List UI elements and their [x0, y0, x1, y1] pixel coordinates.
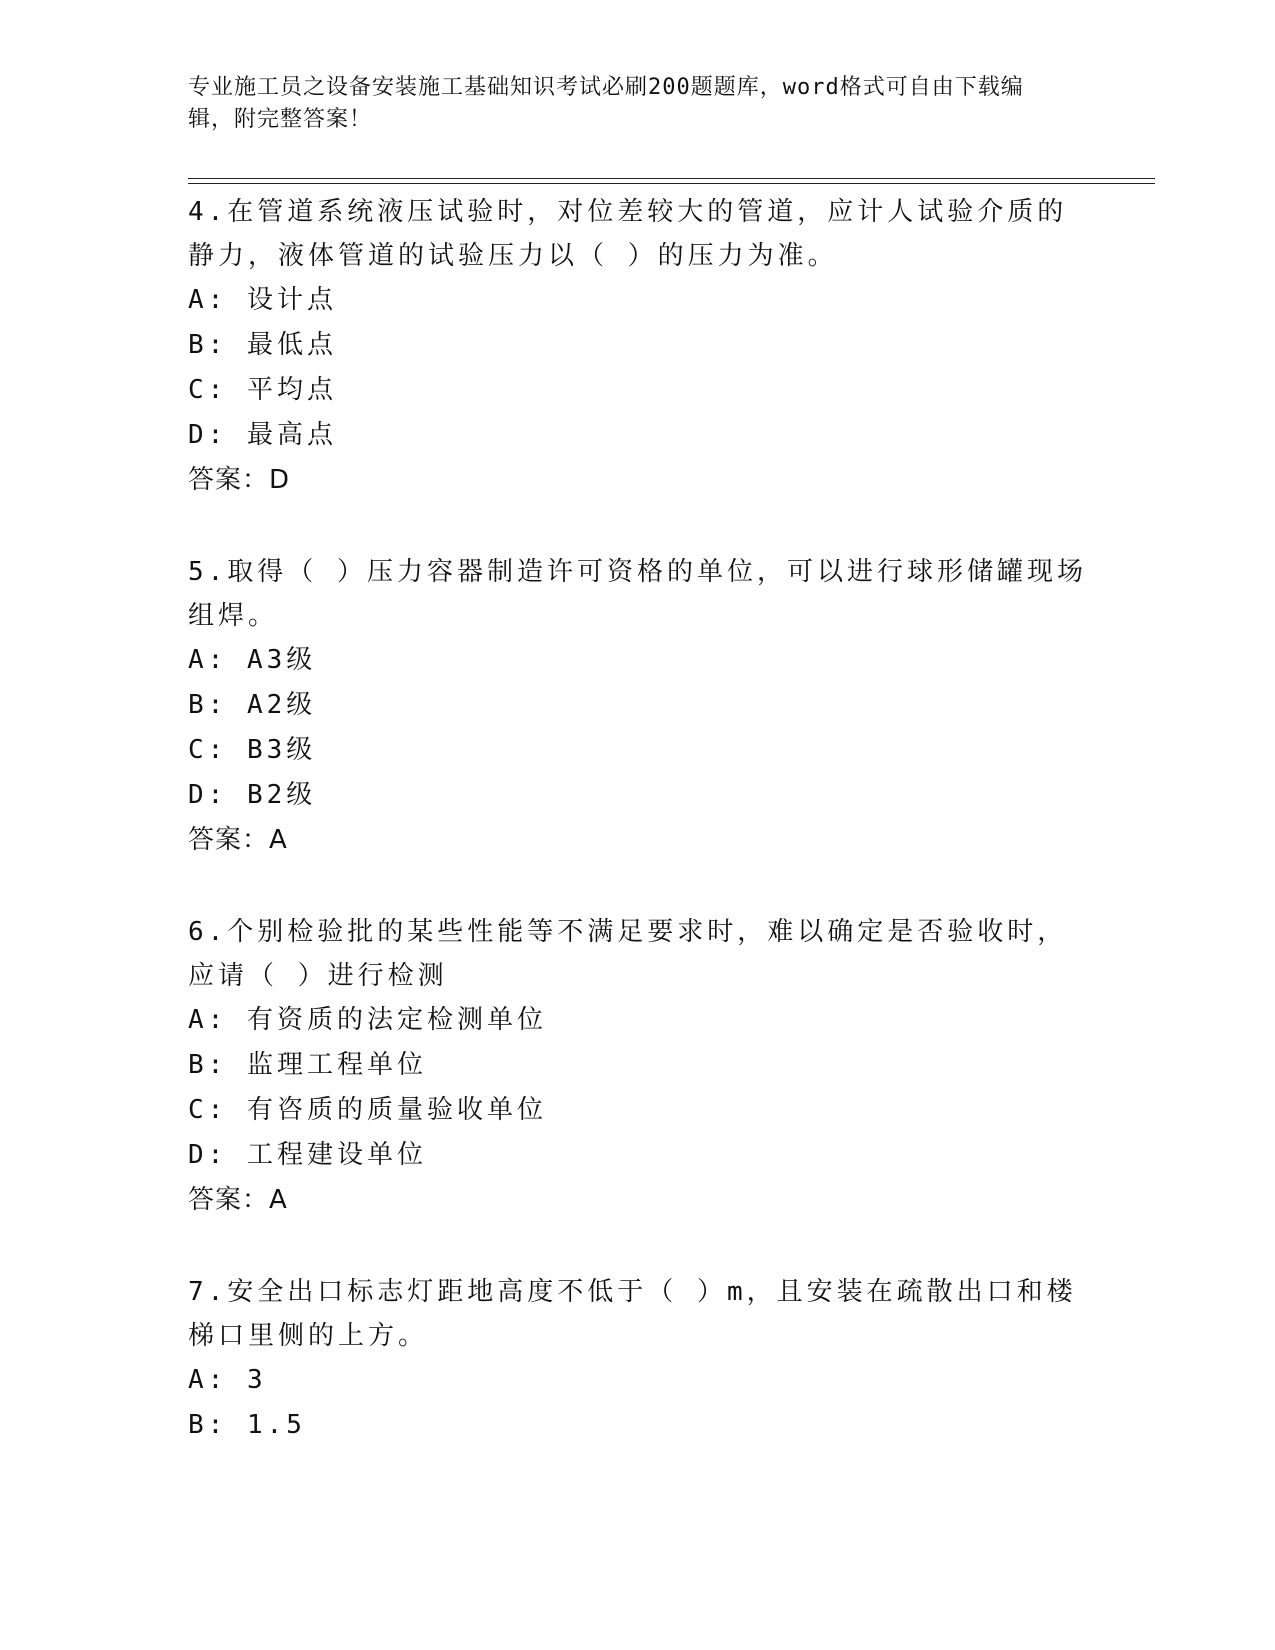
option-a: A: 3	[188, 1365, 267, 1395]
option-c: C: 平均点	[188, 375, 337, 405]
header-rule-bottom	[188, 183, 1155, 184]
question-item	[188, 190, 1088, 503]
header-rule-top	[188, 178, 1155, 179]
question-stem: 4.在管道系统液压试验时，对位差较大的管道，应计人试验介质的静力，液体管道的试验压力以（ ）的压力为准。	[188, 197, 1068, 271]
option-d: D: B2级	[188, 780, 317, 810]
question-item	[188, 550, 1088, 863]
answer-line: 答案：A	[188, 825, 288, 855]
option-d: D: 工程建设单位	[188, 1140, 427, 1170]
question-stem: 7.安全出口标志灯距地高度不低于（ ）m，且安装在疏散出口和楼梯口里侧的上方。	[188, 1277, 1077, 1351]
question-stem: 5.取得（ ）压力容器制造许可资格的单位，可以进行球形储罐现场组焊。	[188, 557, 1087, 631]
answer-line: 答案：A	[188, 1185, 288, 1215]
question-item	[188, 1270, 1088, 1448]
option-b: B: 监理工程单位	[188, 1050, 427, 1080]
answer-line: 答案：D	[188, 465, 291, 495]
option-b: B: 最低点	[188, 330, 337, 360]
option-d: D: 最高点	[188, 420, 337, 450]
option-b: B: 1.5	[188, 1410, 306, 1440]
document-header	[188, 72, 1068, 136]
question-list	[188, 190, 1088, 1495]
option-c: C: B3级	[188, 735, 317, 765]
option-a: A: 设计点	[188, 285, 337, 315]
option-b: B: A2级	[188, 690, 317, 720]
question-item	[188, 910, 1088, 1223]
option-a: A: 有资质的法定检测单位	[188, 1005, 547, 1035]
option-a: A: A3级	[188, 645, 317, 675]
header-title: 专业施工员之设备安装施工基础知识考试必刷200题题库，word格式可自由下载编辑，附完整答案！	[188, 75, 1024, 132]
question-stem: 6.个别检验批的某些性能等不满足要求时，难以确定是否验收时，应请（ ）进行检测	[188, 917, 1068, 991]
option-c: C: 有咨质的质量验收单位	[188, 1095, 547, 1125]
